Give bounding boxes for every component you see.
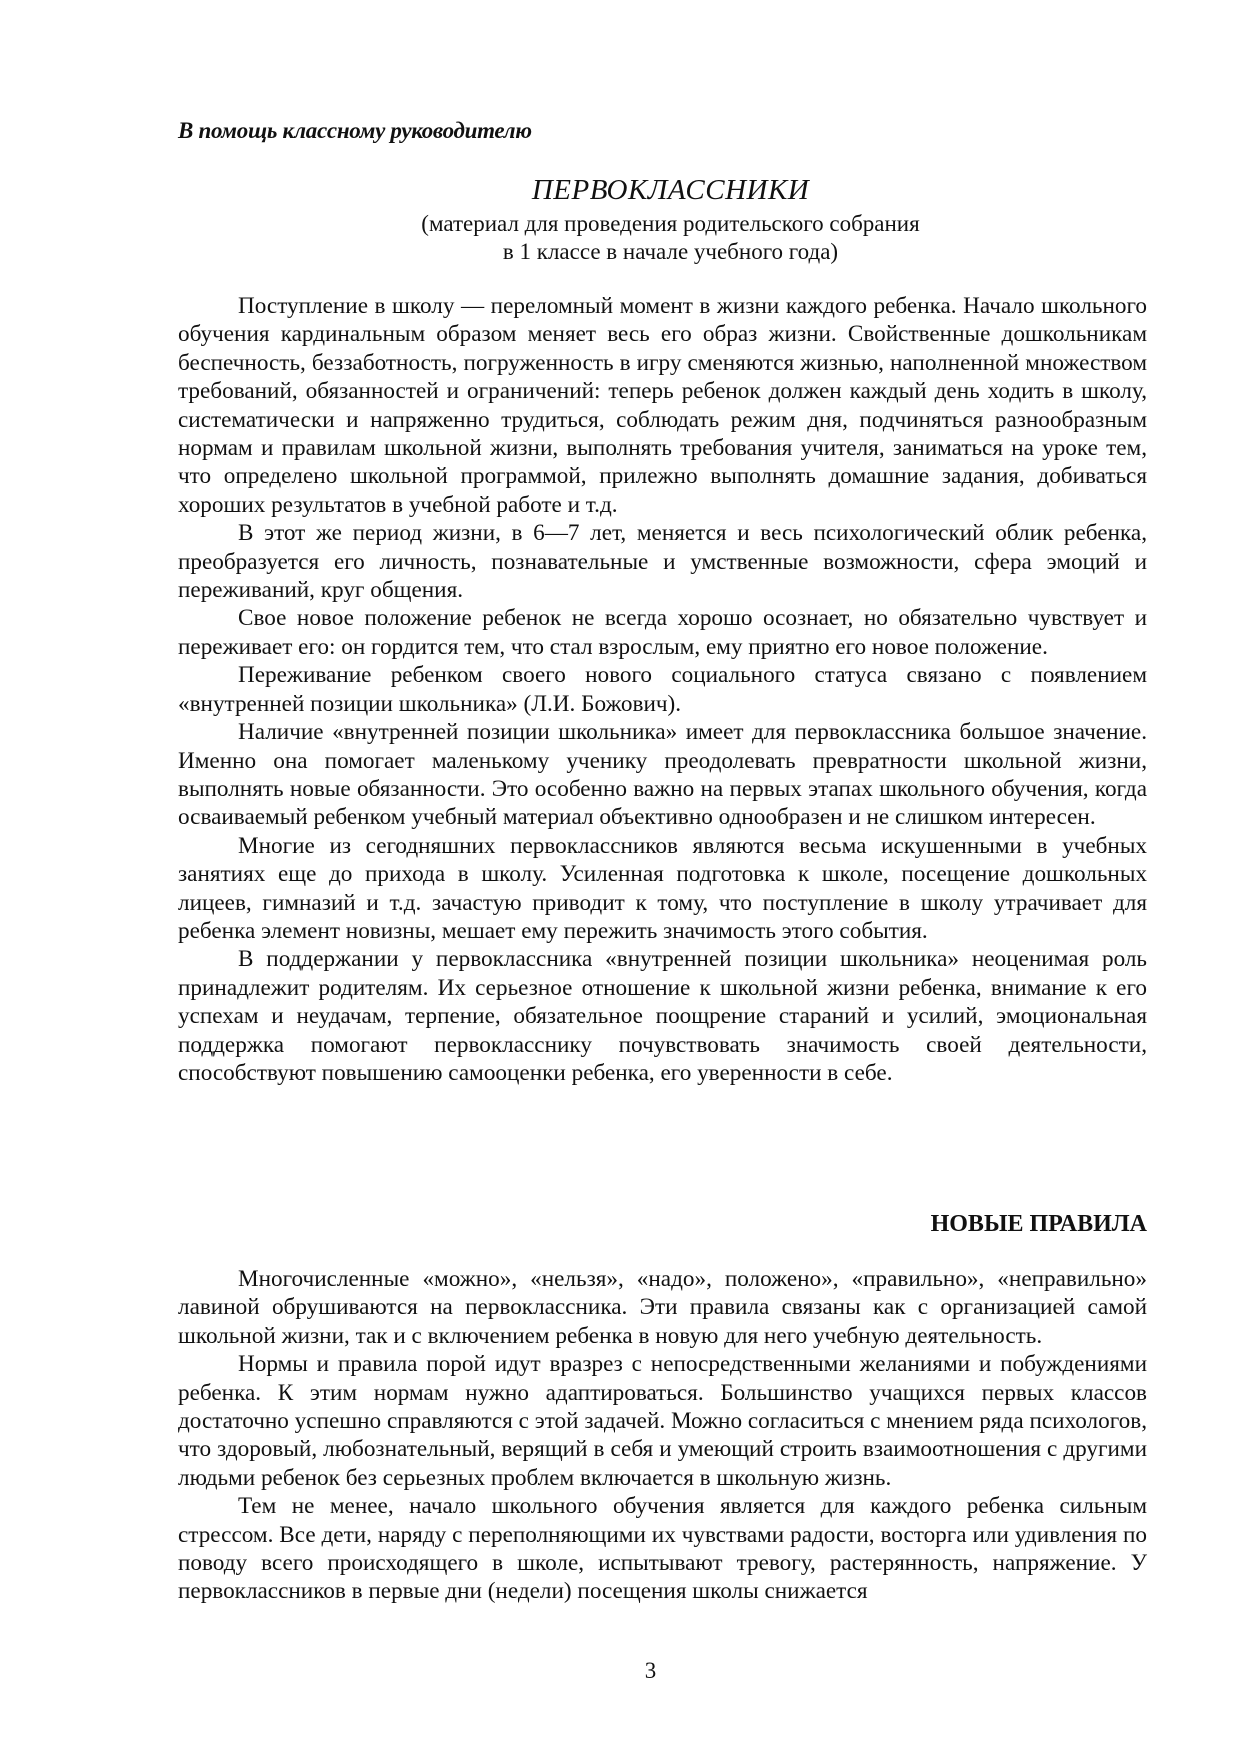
paragraph: Переживание ребенком своего нового социального статуса связано с появлением «внутренней позиции школьника» (Л.И. Божович). [178, 662, 1147, 717]
section-new-rules [178, 1265, 1147, 1606]
document-subtitle-line-2: в 1 классе в начале учебного года) [502, 239, 839, 264]
document-subtitle-line-1: (материал для проведения родительского собрания [421, 211, 920, 236]
page-number: 3 [644, 1658, 657, 1683]
paragraph: Многочисленные «можно», «нельзя», «надо», положено», «правильно», «неправильно» лавиной обрушиваются на первоклассника. Эти правила связаны как с организацией самой школьной жизни, так и с включением ребенка в новую для него учебную деятельность. [178, 1266, 1147, 1349]
document-title: ПЕРВОКЛАССНИКИ [531, 174, 810, 206]
paragraph: Многие из сегодняшних первоклассников являются весьма искушенными в учебных занятиях еще до прихода в школу. Усиленная подготовка к школе, посещение дошкольных лицеев, гимназий и т.д. зачастую приводит к тому, что поступление в школу утрачивает для ребенка элемент новизны, мешает ему пережить значимость этого события. [178, 832, 1147, 944]
paragraph: В этот же период жизни, в 6—7 лет, меняется и весь психологический облик ребенка, преобразуется его личность, познавательные и умственные возможности, сфера эмоций и переживаний, круг общения. [178, 520, 1147, 604]
paragraph: Наличие «внутренней позиции школьника» имеет для первоклассника большое значение. Именно она помогает маленькому ученику преодолевать превратности школьной жизни, выполнять новые обязанности. Это особенно важно на первых этапах школьного обучения, когда осваиваемый ребенком учебный материал объективно однообразен и не слишком интересен. [178, 719, 1147, 831]
section-heading-new-rules: НОВЫЕ ПРАВИЛА [930, 1211, 1147, 1237]
paragraph: Нормы и правила порой идут вразрез с непосредственными желаниями и побуждениями ребенка. К этим нормам нужно адаптироваться. Большинство учащихся первых классов достаточно успешно справляются с этой задачей. Можно согласиться с мнением ряда психологов, что здоровый, любознательный, верящий в себя и умеющий строить взаимоотношения с другими людьми ребенок без серьезных проблем включается в школьную жизнь. [178, 1351, 1147, 1491]
rubric-heading: В помощь классному руководителю [178, 118, 532, 143]
paragraph: Тем не менее, начало школьного обучения является для каждого ребенка сильным стрессом. Все дети, наряду с переполняющими их чувствами радости, восторга или удивления по поводу всего происходящего в школе, испытывают тревогу, растерянность, напряжение. У первоклассников в первые дни (недели) посещения школы снижается [178, 1493, 1147, 1605]
paragraph: В поддержании у первоклассника «внутренней позиции школьника» неоценимая роль принадлежит родителям. Их серьезное отношение к школьной жизни ребенка, внимание к его успехам и неудачам, терпение, обязательное поощрение стараний и усилий, эмоциональная поддержка помогают первокласснику почувствовать значимость своей деятельности, способствуют повышению самооценки ребенка, его уверенности в себе. [178, 946, 1147, 1086]
section-intro [178, 292, 1147, 1087]
paragraph: Поступление в школу — переломный момент в жизни каждого ребенка. Начало школьного обучения кардинальным образом меняет весь его образ жизни. Свойственные дошкольникам беспечность, беззаботность, погруженность в игру сменяются жизнью, наполненной множеством требований, обязанностей и ограничений: теперь ребенок должен каждый день ходить в школу, систематически и напряженно трудиться, соблюдать режим дня, подчиняться разнообразным нормам и правилам школьной жизни, выполнять требования учителя, заниматься на уроке тем, что определено школьной программой, прилежно выполнять домашние задания, добиваться хороших результатов в учебной работе и т.д. [178, 293, 1147, 518]
paragraph: Свое новое положение ребенок не всегда хорошо осознает, но обязательно чувствует и переживает его: он гордится тем, что стал взрослым, ему приятно его новое положение. [178, 605, 1147, 660]
